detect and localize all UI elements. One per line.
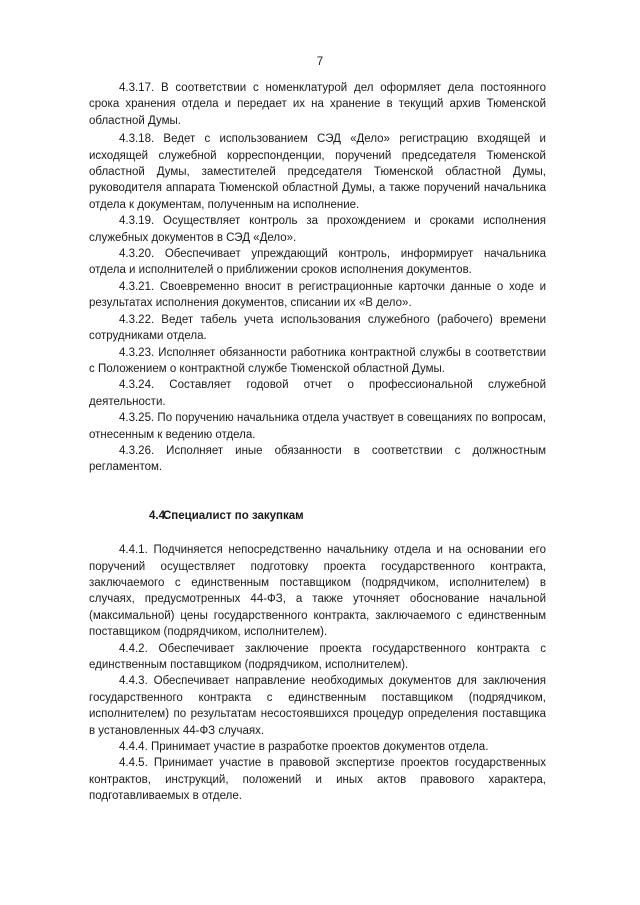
paragraph-4-3-24: 4.3.24. Составляет годовой отчет о профессиональной служебной деятельности.	[89, 379, 546, 408]
document-body	[89, 80, 546, 805]
paragraph-4-3-20: 4.3.20. Обеспечивает упреждающий контроль, информирует начальника отдела и исполнителей о приближении сроков исполнения документов.	[89, 248, 546, 277]
section-heading	[89, 508, 546, 524]
paragraph-4-4-5: 4.4.5. Принимает участие в правовой экспертизе проектов государственных контрактов, инструкций, положений и иных актов правового характера, подготавливаемых в отделе.	[89, 757, 546, 803]
paragraph-4-4-2: 4.4.2. Обеспечивает заключение проекта государственного контракта с единственным поставщиком (подрядчиком, исполнителем).	[89, 642, 546, 671]
paragraph-4-3-21: 4.3.21. Своевременно вносит в регистрационные карточки данные о ходе и результатах исполнения документов, списании их «В дело».	[89, 280, 546, 310]
page-number: 7	[316, 56, 324, 68]
paragraph-4-3-26: 4.3.26. Исполняет иные обязанности в соответствии с должностным регламентом.	[89, 444, 546, 474]
paragraph-4-4-4: 4.4.4. Принимает участие в разработке проектов документов отдела.	[119, 741, 489, 754]
paragraph-4-3-22: 4.3.22. Ведет табель учета использования служебного (рабочего) времени сотрудниками отдела.	[89, 313, 546, 343]
paragraph-4-3-19: 4.3.19. Осуществляет контроль за прохождением и сроками исполнения служебных документов в СЭД «Дело».	[89, 215, 546, 244]
section-number: 4.4.	[149, 509, 169, 522]
paragraph-4-3-17: 4.3.17. В соответствии с номенклатурой дел оформляет дела постоянного срока хранения отдела и передает их на хранение в текущий архив Тюменской областной Думы.	[89, 82, 546, 127]
paragraph-4-4-3: 4.4.3. Обеспечивает направление необходимых документов для заключения государственного контракта с единственным поставщиком (подрядчиком, исполнителем) по результатам несостоявшихся процедур определения поставщика в установленных 44-ФЗ случаях.	[89, 675, 546, 737]
paragraph-4-3-23: 4.3.23. Исполняет обязанности работника контрактной службы в соответствии с Положением о контрактной службе Тюменской областной Думы.	[89, 346, 546, 375]
section-title: Специалист по закупкам	[163, 509, 304, 522]
paragraph-4-3-18: 4.3.18. Ведет с использованием СЭД «Дело» регистрацию входящей и исходящей служебной корреспонденции, поручений председателя Тюменской областной Думы, заместителей председателя Тюменской областной Думы, руководителя аппарата Тюменской областной Думы, а также поручений начальника отдела к документам, полученным на исполнение.	[89, 133, 546, 211]
paragraph-4-4-1: 4.4.1. Подчиняется непосредственно начальнику отдела и на основании его поручений осуществляет подготовку проекта государственного контракта, заключаемого с единственным поставщиком (подрядчиком, исполнителем) в случаях, предусмотренных 44-ФЗ, а также уточняет обоснование начальной (максимальной) цены государственного контракта, заключаемого с единственным поставщиком (подрядчиком, исполнителем).	[89, 544, 546, 639]
paragraph-4-3-25: 4.3.25. По поручению начальника отдела участвует в совещаниях по вопросам, отнесенным к ведению отдела.	[89, 412, 546, 441]
